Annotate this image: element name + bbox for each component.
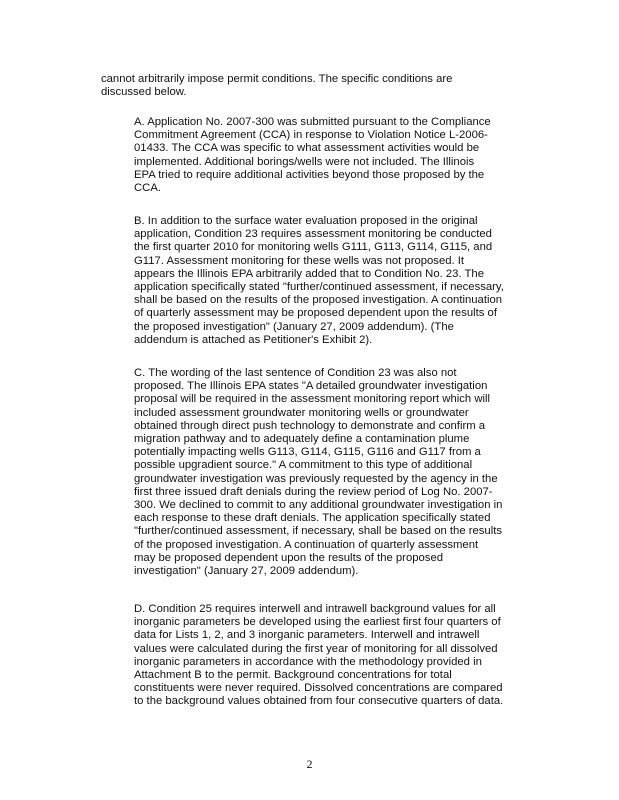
text-line: addendum is attached as Petitioner's Exhibit 2). <box>134 333 373 346</box>
text-line: appears the Illinois EPA arbitrarily added that to Condition No. 23. The <box>134 267 484 280</box>
paragraph-c <box>134 367 524 578</box>
text-line: C. The wording of the last sentence of Condition 23 was also not <box>134 367 457 379</box>
paragraph-d <box>134 603 524 709</box>
text-line: 300. We declined to commit to any additional groundwater investigation in <box>134 499 503 512</box>
text-line: constituents were never required. Dissolved concentrations are compared <box>134 682 503 695</box>
text-line: each response to these draft denials. The application specifically stated <box>134 512 491 525</box>
text-line: Commitment Agreement (CCA) in response to Violation Notice L-2006- <box>134 129 488 142</box>
paragraph-b <box>134 215 524 347</box>
text-line: the first quarter 2010 for monitoring wells G111, G113, G114, G115, and <box>134 241 493 254</box>
page-number: 2 <box>306 757 313 771</box>
text-line: application specifically stated "further/continued assessment, if necessary, <box>134 281 504 294</box>
text-line: groundwater investigation was previously requested by the agency in the <box>134 472 498 485</box>
text-line: G117. Assessment monitoring for these wells was not proposed. It <box>134 254 465 267</box>
text-line: shall be based on the results of the proposed investigation. A continuation <box>134 294 503 307</box>
text-line: first three issued draft denials during the review period of Log No. 2007- <box>134 485 493 498</box>
text-line: values were calculated during the first year of monitoring for all dissolved <box>134 642 498 655</box>
text-line: "further/continued assessment, if necessary, shall be based on the results <box>134 525 503 538</box>
text-line: proposal will be required in the assessment monitoring report which will <box>134 393 491 406</box>
text-line: application, Condition 23 requires assessment monitoring be conducted <box>134 228 492 241</box>
text-line: implemented. Additional borings/wells were not included. The Illinois <box>134 155 475 168</box>
text-line: discussed below. <box>101 86 187 99</box>
text-line: possible upgradient source." A commitment to this type of additional <box>134 459 473 472</box>
text-line: CCA. <box>134 182 161 195</box>
text-line: potentially impacting wells G113, G114, G115, G116 and G117 from a <box>134 446 481 459</box>
text-line: A. Application No. 2007-300 was submitted pursuant to the Compliance <box>134 116 491 128</box>
text-line: B. In addition to the surface water evaluation proposed in the original <box>134 215 478 227</box>
text-line: may be proposed dependent upon the results of the proposed <box>134 551 444 564</box>
text-line: inorganic parameters in accordance with the methodology provided in <box>134 655 482 668</box>
text-line: to the background values obtained from four consecutive quarters of data. <box>134 695 504 708</box>
text-line: data for Lists 1, 2, and 3 inorganic parameters. Interwell and intrawell <box>134 629 480 642</box>
text-line: of the proposed investigation. A continuation of quarterly assessment <box>134 538 479 551</box>
text-line: obtained through direct push technology to demonstrate and confirm a <box>134 419 486 432</box>
text-line: investigation" (January 27, 2009 addendum). <box>134 565 359 578</box>
text-line: included assessment groundwater monitoring wells or groundwater <box>134 406 469 419</box>
paragraph-a <box>134 116 524 195</box>
text-line: the proposed investigation" (January 27, 2009 addendum). (The <box>134 320 454 333</box>
text-line: proposed. The Illinois EPA states "A detailed groundwater investigation <box>134 380 488 393</box>
text-line: cannot arbitrarily impose permit conditions. The specific conditions are <box>101 73 453 85</box>
intro-paragraph <box>101 73 521 99</box>
text-line: 01433. The CCA was specific to what assessment activities would be <box>134 142 480 155</box>
text-line: of quarterly assessment may be proposed dependent upon the results of <box>134 307 497 320</box>
text-line: D. Condition 25 requires interwell and intrawell background values for all <box>134 603 496 615</box>
text-line: inorganic parameters be developed using the earliest first four quarters of <box>134 616 501 629</box>
text-line: migration pathway and to adequately define a contamination plume <box>134 433 470 446</box>
text-line: Attachment B to the permit. Background concentrations for total <box>134 669 452 682</box>
text-line: EPA tried to require additional activities beyond those proposed by the <box>134 168 485 181</box>
